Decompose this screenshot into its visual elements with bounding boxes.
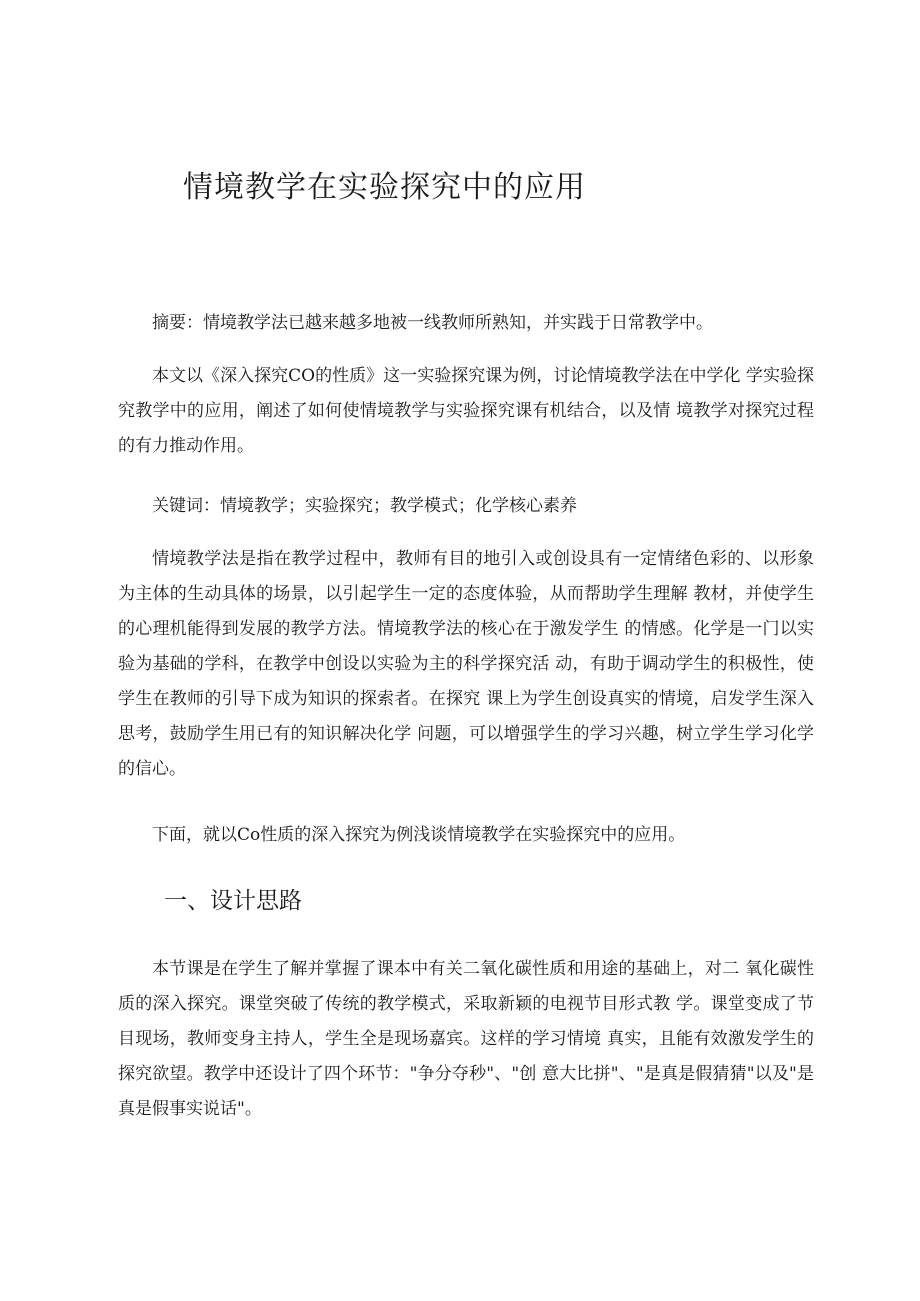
section-heading-design: 一、设计思路 <box>164 888 302 914</box>
section-design-paragraph: 本节课是在学生了解并掌握了课本中有关二氧化碳性质和用途的基础上，对二 氧化碳性质的深入探究。课堂突破了传统的教学模式，采取新颖的电视节目形式教 学。课堂变成了节目现场，教师变身主持人，学生全是现场嘉宾。这样的学习情境 真实，且能有效激发学生的探究欲望。教学中还设计了四个环节："争分夺秒"、"创 意大比拼"、"是真是假猜猜"以及"是真是假事实说话"。 <box>118 959 814 1119</box>
abstract-body-paragraph: 本文以《深入探究CO的性质》这一实验探究课为例，讨论情境教学法在中学化 学实验探究教学中的应用，阐述了如何使情境教学与实验探究课有机结合，以及情 境教学对探究过程的有力推动作用。 <box>118 366 814 456</box>
intro-paragraph: 情境教学法是指在教学过程中，教师有目的地引入或创设具有一定情绪色彩的、以形象为主体的生动具体的场景，以引起学生一定的态度体验，从而帮助学生理解 教材，并使学生的心理机能得到发展的教学方法。情境教学法的核心在于激发学生 的情感。化学是一门以实验为基础的学科，在教学中创设以实验为主的科学探究活 动，有助于调动学生的积极性，使学生在教师的引导下成为知识的探索者。在探究 课上为学生创设真实的情境，启发学生深入思考，鼓励学生用已有的知识解决化学 问题，可以增强学生的学习兴趣，树立学生学习化学的信心。 <box>118 549 814 779</box>
abstract-paragraph: 摘要：情境教学法已越来越多地被一线教师所熟知，并实践于日常教学中。 <box>152 313 713 333</box>
keywords-paragraph: 关键词：情境教学；实验探究；教学模式；化学核心素养 <box>152 496 577 516</box>
transition-paragraph: 下面，就以Co性质的深入探究为例浅谈情境教学在实验探究中的应用。 <box>152 825 686 845</box>
document-title: 情境教学在实验探究中的应用 <box>183 170 586 205</box>
